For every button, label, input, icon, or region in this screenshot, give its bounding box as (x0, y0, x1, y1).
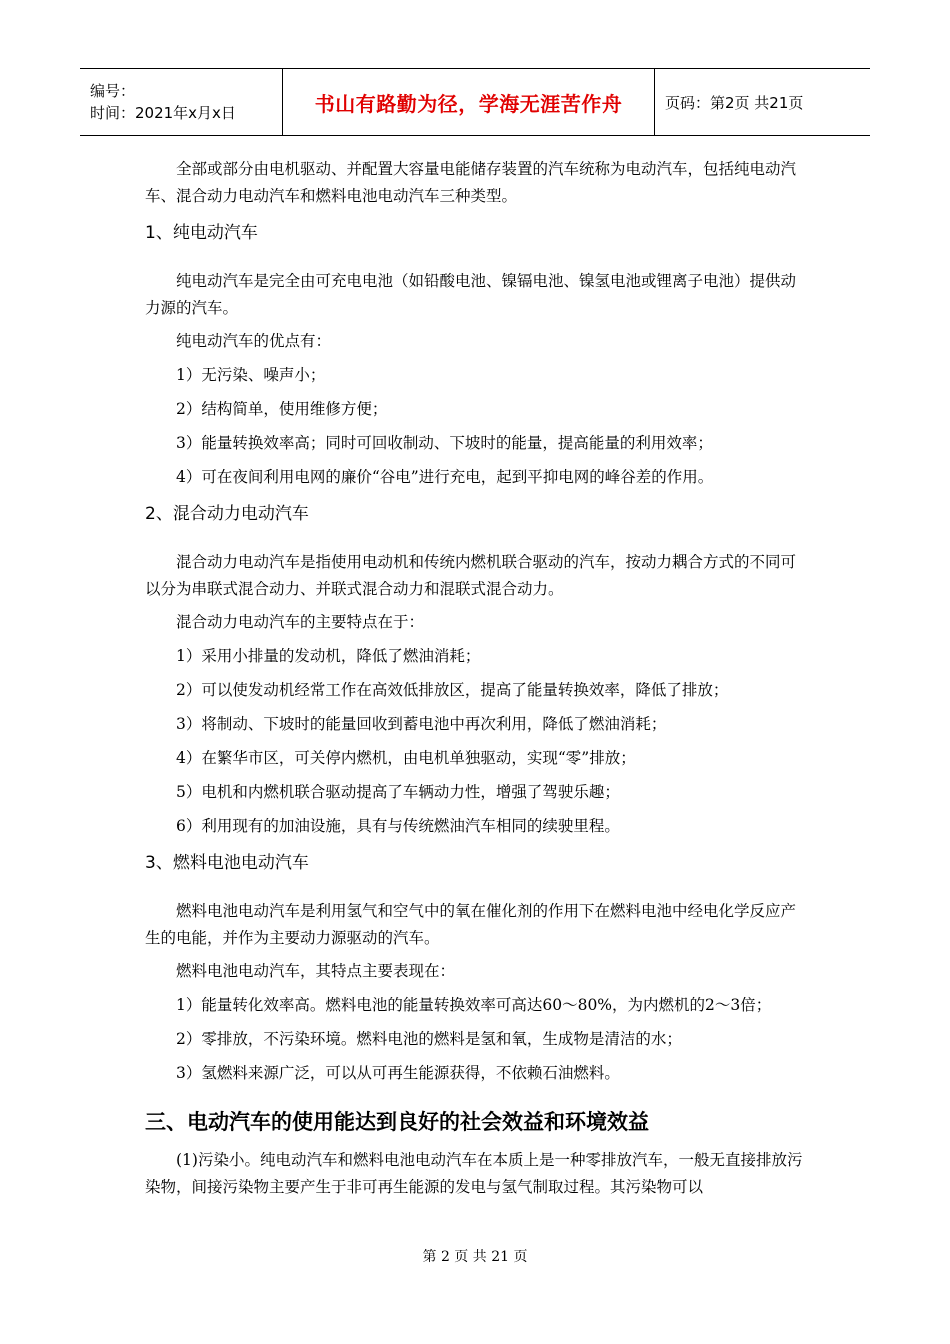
header-page-info: 页码：第2页 共21页 (665, 93, 804, 112)
section-description: 混合动力电动汽车是指使用电动机和传统内燃机联合驱动的汽车，按动力耦合方式的不同可以分为串联式混合动力、并联式混合动力和混联式混合动力。 (145, 553, 797, 598)
list-item: 2）可以使发动机经常工作在高效低排放区，提高了能量转换效率，降低了排放； (176, 681, 729, 699)
list-item: 1）能量转化效率高。燃料电池的能量转换效率可高达60～80%，为内燃机的2～3倍； (176, 996, 772, 1014)
list-item: 5）电机和内燃机联合驱动提高了车辆动力性，增强了驾驶乐趣； (176, 783, 620, 801)
list-item: 1）无污染、噪声小； (176, 366, 326, 384)
section-lead: 燃料电池电动汽车，其特点主要表现在： (176, 962, 456, 980)
doc-time-label: 时间：2021年x月x日 (90, 104, 236, 122)
header-motto-cell (282, 69, 655, 135)
header-motto: 书山有路勤为径，学海无涯苦作舟 (314, 91, 623, 116)
section-description: 纯电动汽车是完全由可充电电池（如铅酸电池、镍镉电池、镍氢电池或锂离子电池）提供动力源的汽车。 (145, 272, 797, 317)
section-title: 3、燃料电池电动汽车 (145, 853, 309, 873)
list-item: 3）能量转换效率高；同时可回收制动、下坡时的能量，提高能量的利用效率； (176, 434, 713, 452)
page-footer: 第 2 页 共 21 页 (422, 1249, 528, 1265)
list-item: 2）结构简单，使用维修方便； (176, 400, 388, 418)
section-title: 1、纯电动汽车 (145, 223, 258, 243)
chapter-heading: 三、电动汽车的使用能达到良好的社会效益和环境效益 (145, 1110, 649, 1134)
final-paragraph: (1)污染小。纯电动汽车和燃料电池电动汽车在本质上是一种零排放汽车，一般无直接排放污染物，间接污染物主要产生于非可再生能源的发电与氢气制取过程。其污染物可以 (145, 1151, 803, 1196)
header-page-cell (655, 69, 803, 135)
list-item: 3）氢燃料来源广泛，可以从可再生能源获得，不依赖石油燃料。 (176, 1064, 620, 1082)
section-lead: 混合动力电动汽车的主要特点在于： (176, 613, 425, 631)
list-item: 4）在繁华市区，可关停内燃机，由电机单独驱动，实现“零”排放； (176, 749, 636, 767)
page-header (80, 68, 870, 136)
list-item: 3）将制动、下坡时的能量回收到蓄电池中再次利用，降低了燃油消耗； (176, 715, 667, 733)
list-item: 1）采用小排量的发动机，降低了燃油消耗； (176, 647, 481, 665)
list-item: 2）零排放，不污染环境。燃料电池的燃料是氢和氧，生成物是清洁的水； (176, 1030, 682, 1048)
header-meta (80, 69, 282, 135)
section-title: 2、混合动力电动汽车 (145, 504, 309, 524)
doc-number-label: 编号： (90, 82, 136, 100)
document-body (145, 150, 810, 1201)
section-description: 燃料电池电动汽车是利用氢气和空气中的氧在催化剂的作用下在燃料电池中经电化学反应产生的电能，并作为主要动力源驱动的汽车。 (145, 902, 797, 947)
intro-paragraph: 全部或部分由电机驱动、并配置大容量电能储存装置的汽车统称为电动汽车，包括纯电动汽车、混合动力电动汽车和燃料电池电动汽车三种类型。 (145, 160, 797, 205)
section-lead: 纯电动汽车的优点有： (176, 332, 332, 350)
list-item: 6）利用现有的加油设施，具有与传统燃油汽车相同的续驶里程。 (176, 817, 620, 835)
list-item: 4）可在夜间利用电网的廉价“谷电”进行充电，起到平抑电网的峰谷差的作用。 (176, 468, 714, 486)
